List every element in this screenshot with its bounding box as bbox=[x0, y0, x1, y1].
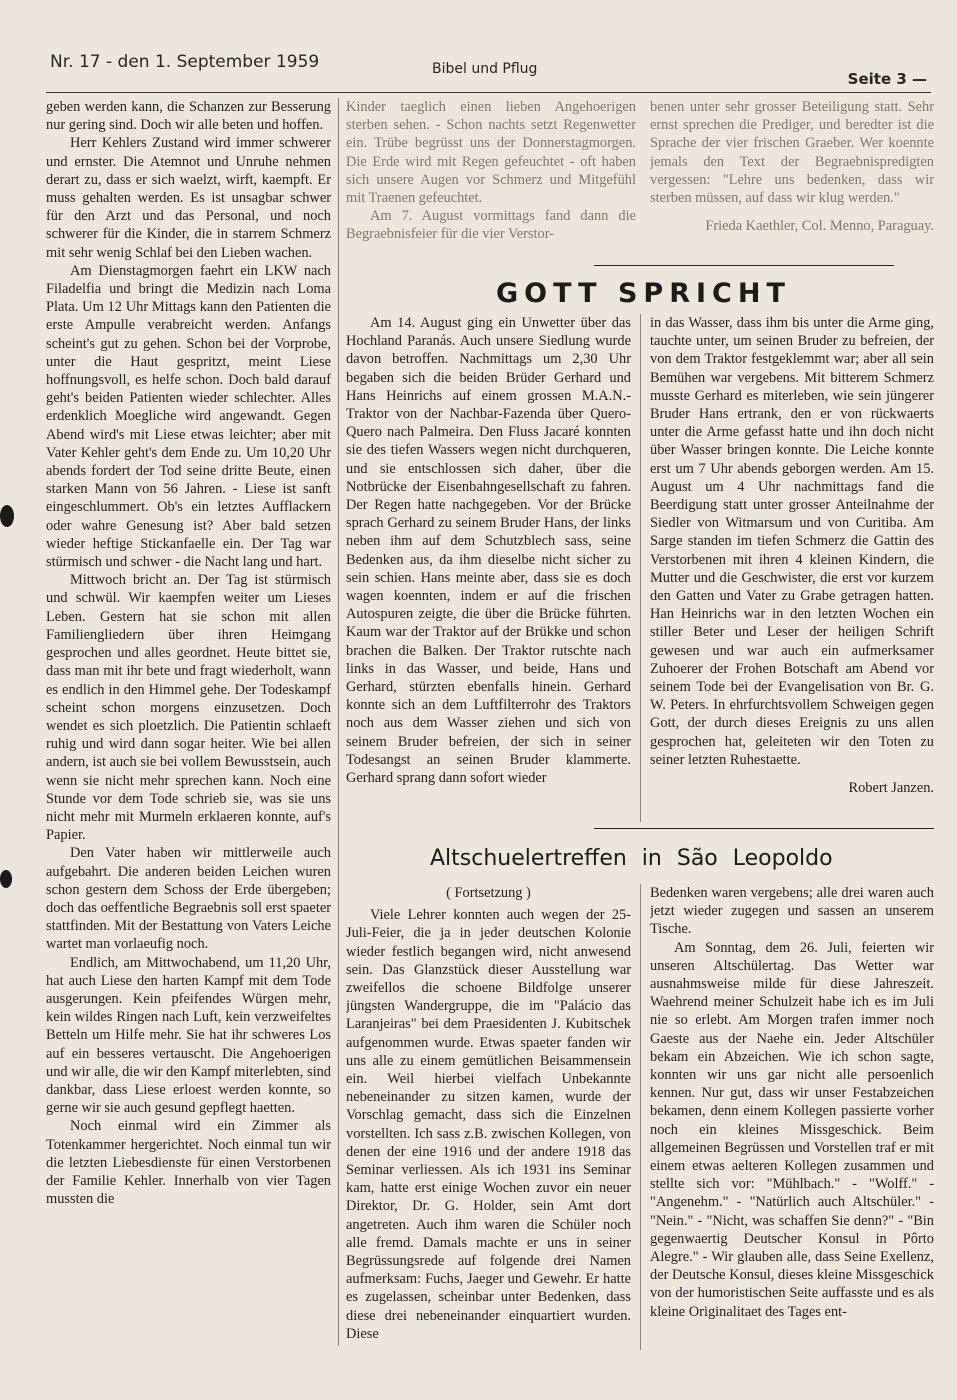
issue-line: Nr. 17 - den 1. September 1959 bbox=[50, 52, 320, 72]
column-divider bbox=[640, 884, 641, 1350]
column-1 bbox=[46, 98, 331, 1346]
paragraph: Am Dienstagmorgen faehrt ein LKW nach Filadelfia und bringt die Medizin nach Loma Plata. Um 12 Uhr Mittags kann den Patienten die erste Ampulle verabreicht werden. Anfangs scheint's gut zu gehen. Schon bei der Vorprobe, unter die Haut gespritzt, meint Liese hoffnungsvoll, es helfe schon. Doch bald darauf geht's beiden Patienten wieder schlechter. Alles erdenklich Moegliche wird angewandt. Gegen Abend wird's mit Liese etwas leichter; aber mit Vater Kehler geht's dem Ende zu. Um 10,20 Uhr abends fordert der Tod seine dritte Beute, einen starken Mann von 56 Jahren. - Liese ist sanft eingeschlummert. Ob's ein letztes Aufflackern oder wahre Genesung ist? Aber bald setzen wieder heftige Stickanfaelle ein. Der Tag war stürmisch und schwer - die Nacht lang und hart. bbox=[46, 262, 331, 571]
altschueler-column-2 bbox=[650, 884, 934, 1350]
altschueler-column-1 bbox=[346, 884, 631, 1350]
paragraph: Am 7. August vormittags fand dann die Begraebnisfeier für die vier Verstor- bbox=[346, 208, 636, 243]
section-rule bbox=[594, 828, 934, 829]
gott-spricht-column-1 bbox=[346, 314, 631, 822]
punch-hole-mark bbox=[0, 870, 12, 888]
column-divider bbox=[640, 314, 641, 822]
paragraph: benen unter sehr grosser Beteiligung statt. Sehr ernst sprechen die Prediger, und beredter ist die Sprache der vier frischen Graeber. Wer koennte jemals den Text der Begraebnispredigten vergessen: "Lehre uns bedenken, dass wir sterben müssen, auf dass wir klug werden." bbox=[650, 99, 934, 207]
paragraph: in das Wasser, dass ihm bis unter die Arme ging, tauchte unter, um seinen Bruder zu befreien, der von dem Traktor festgeklemmt war; aber all sein Bemühen war vergebens. Mit bitterem Schmerz musste Gerhard es miterleben, wie sein jüngerer Bruder Hans ertrank, den er von rückwaerts unter die Arme gefasst hatte und ihn doch nicht über Wasser bringen konnte. Die Leiche konnte erst um 7 Uhr abends geborgen werden. Am 15. August um 4 Uhr nachmittags fand die Beerdigung statt unter grosser Anteilnahme der Siedler von Witmarsum und von Curitiba. Am Sarge standen im tiefen Schmerz die Gattin des Verstorbenen mit ihren 4 kleinen Kindern, die Mutter und die Geschwister, die erst vor kurzem den Gatten und Vater zu Grabe getragen hatten. Han Heinrichs war in den letzten Wochen ein stiller Beter und Leser der heiligen Schrift gewesen und war auch ein aufmerksamer Zuhoerer der Frohen Botschaft am Abend vor seinem Tode bei der Evangelisation von Br. G. W. Peters. In ehrfurchtsvollem Schweigen gegen Gott, der durch dieses Ereignis zu uns allen gesprochen hat, geleiteten wir den Toten zu seiner letzten Ruhestaette. bbox=[650, 315, 934, 768]
paragraph: Bedenken waren vergebens; alle drei waren auch jetzt wieder zugegen und sassen an unserem Tische. bbox=[650, 885, 934, 938]
paragraph: Am Sonntag, dem 26. Juli, feierten wir unseren Altschülertag. Das Wetter war ausnahmsweise milde für diese Jahreszeit. Waehrend meiner Schulzeit habe ich es im Juli nie so erlebt. Am Morgen trafen immer noch Gaeste aus der Naehe ein. Jeder Altschüler bekam ein Abzeichen. Wie ich schon sagte, konnten wir uns gar nicht alle persoenlich kennen. Nur gut, dass wir unser Festabzeichen bekamen, denn einem Kollegen passierte vorher noch ein kleines Missgeschick. Beim allgemeinen Begrüssen und Vorstellen traf er mit einem etwas aelteren Kollegen zusammen und stellte sich vor: "Mühlbach." - "Wolff." - "Angenehm." - "Natürlich auch Altschüler." - "Nein." - "Nicht, was schaffen Sie denn?" - "Bin gegenwaertig Deutscher Konsul in Pôrto Alegre." - Wir glauben alle, dass Seine Exellenz, der Deutsche Konsul, dieses kleine Missgeschick von der humoristischen Seite auffasste und es als kleine Originalitaet des Tages ent- bbox=[650, 939, 934, 1320]
paragraph: Kinder taeglich einen lieben Angehoerigen sterben sehen. - Schon nachts setzt Regenwetter ein. Trübe begrüsst uns der Donnerstagmorgen. Die Erde wird mit Regen gefeuchtet - oft haben sich unsere Augen vor Schmerz und Mitgefühl mit Traenen gefeuchtet. bbox=[346, 99, 636, 207]
gott-spricht-column-2 bbox=[650, 314, 934, 822]
paragraph: Den Vater haben wir mittlerweile auch aufgebahrt. Die anderen beiden Leichen wuren schon gestern dem Schoss der Erde übergeben; doch das oeffentliche Begraebnis soll erst spaeter stattfinden. Mit der Bestattung von Vaters Leiche wartet man vorlaeufig noch. bbox=[46, 845, 331, 953]
paragraph: Am 14. August ging ein Unwetter über das Hochland Paranás. Auch unsere Siedlung wurde davon betroffen. Nachmittags um 2,30 Uhr begaben sich die beiden Brüder Gerhard und Hans Heinrichs auf einem grossen M.A.N.-Traktor von der Nachbar-Fazenda über Quero-Quero nach Palmeira. Den Fluss Jacaré konnten sie des tiefen Wassers wegen nicht durchqueren, und sie entschlossen sich daher, über die Notbrücke der Eisenbahngesellschaft zu fahren. Der Regen hatte nachgegeben. Vor der Brücke sprach Gerhard zu seinem Bruder Hans, der links neben ihm auf dem Schutzblech sass, seine Bedenken aus, da ihm dieselbe nicht sicher zu sein schien. Hans meinte aber, dass sie es doch wagen koennten, indem er auf die frischen Autospuren zeigte, die über die Brücke führten. Kaum war der Traktor auf der Brükke und schon brachen die Balken. Der Traktor rutschte nach links in das Wasser, und beide, Hans und Gerhard, stürzten ebenfalls hinein. Gerhard konnte sich an dem Luftfilterrohr des Traktors noch aus dem Wasser ziehen und sich von seinem Bruder befreien, der sich in seiner Todesangst an seinen Bruder klammerte. Gerhard sprang dann sofort wieder bbox=[346, 315, 631, 787]
paragraph: Noch einmal wird ein Zimmer als Totenkammer hergerichtet. Noch einmal tun wir die letzten Liebesdienste für einen Verstorbenen der Familie Kehler. Innerhalb von vier Tagen mussten die bbox=[46, 1118, 331, 1208]
column-2-top bbox=[346, 98, 636, 258]
signature: Frieda Kaethler, Col. Menno, Paraguay. bbox=[705, 218, 934, 235]
column-3-top bbox=[650, 98, 934, 258]
punch-hole-mark bbox=[0, 505, 14, 527]
subtitle: ( Fortsetzung ) bbox=[446, 885, 531, 901]
article-title-gott-spricht: GOTT SPRICHT bbox=[496, 278, 791, 309]
page-number: Seite 3 — bbox=[847, 70, 927, 88]
section-rule bbox=[594, 265, 894, 266]
paper-name: Bibel und Pflug bbox=[432, 61, 538, 77]
paragraph: Mittwoch bricht an. Der Tag ist stürmisch und schwül. Wir kaempfen weiter um Lieses Leben. Gestern hat sie schon mit allen Familiengliedern über ihren Heimgang gesprochen und alles geordnet. Heute bittet sie, dass man mit ihr bete und fragt wiederholt, wann es endlich in den Himmel gehe. Der Todeskampf scheint schon morgens einzusetzen. Doch wendet es sich ploetzlich. Die Patientin schlaeft ruhig und wird dann sogar heiter. Wie bei allen andern, ist auch sie bei vollem Bewusstsein, auch wenn sie nicht mehr sprechen kann. Noch eine Stunde vor dem Tode schrieb sie, was sie uns nicht mehr mit Murmeln erklaeren konnte, auf's Papier. bbox=[46, 572, 331, 844]
signature: Robert Janzen. bbox=[848, 780, 934, 797]
paragraph: Herr Kehlers Zustand wird immer schwerer und ernster. Die Atemnot und Unruhe nehmen derart zu, dass er sich waelzt, wirft, kaempft. Er muss gehalten werden. Es ist unsagbar schwer für den Arzt und das Personal, und noch schwerer für die Kinder, die in starrem Schmerz mit sehr wenig Schlaf bei den Lieben wachen. bbox=[46, 135, 331, 261]
paragraph: Viele Lehrer konnten auch wegen der 25-Juli-Feier, die ja in jeder deutschen Kolonie wieder festlich begangen wird, nicht anwesend sein. Das Glanzstück dieser Ausstellung war zweifellos die schoene Bildfolge unserer jüngsten Wandergruppe, die im "Palácio das Laranjeiras" bei dem Praesidenten J. Kubitschek aufgenommen wurde. Etwas spaeter fanden wir uns alle zu einem gemütlichen Beisammensein ein. Weil hierbei vielfach Unbekannte nebeneinander zu sitzen kamen, wurde der Vorschlag gemacht, dass sich die Einzelnen vorstellten. Ich sass z.B. zwischen Kollegen, von denen der eine 1916 und der andere 1918 das Seminar verliessen. Als ich 1931 ins Seminar kam, hatte erst einige Wochen zuvor ein neuer Direktor, Dr. G. Holder, sein Amt dort angetreten. Auch ihm waren die Schüler noch alle fremd. Damals machte er uns in seiner Begrüssungsrede auf folgende drei Namen aufmerksam: Fuchs, Jaeger und Gewehr. Er hatte es zugelassen, scheinbar unter Bedenken, dass diese drei nebeneinander einquartiert wurden. Diese bbox=[346, 907, 631, 1342]
paragraph: Endlich, am Mittwochabend, um 11,20 Uhr, hat auch Liese den harten Kampf mit dem Tode ausgerungen. Kein pfeifendes Würgen mehr, kein wildes Ringen nach Luft, kein verzweifeltes Betteln um Hilfe mehr. Sie hat ihr schweres Los auf ein besseres vertauscht. Die Angehoerigen und wir alle, die wir den Kampf miterlebten, sind dankbar, dass Liese erloest werden konnte, so gerne wir sie auch gesund gepflegt haetten. bbox=[46, 954, 331, 1117]
column-divider bbox=[338, 98, 339, 1346]
article-title-altschuelertreffen: Altschuelertreffen in São Leopoldo bbox=[430, 846, 833, 871]
paragraph: geben werden kann, die Schanzen zur Besserung nur gering sind. Doch wir alle beten und hoffen. bbox=[46, 99, 331, 134]
header-rule bbox=[46, 92, 931, 93]
